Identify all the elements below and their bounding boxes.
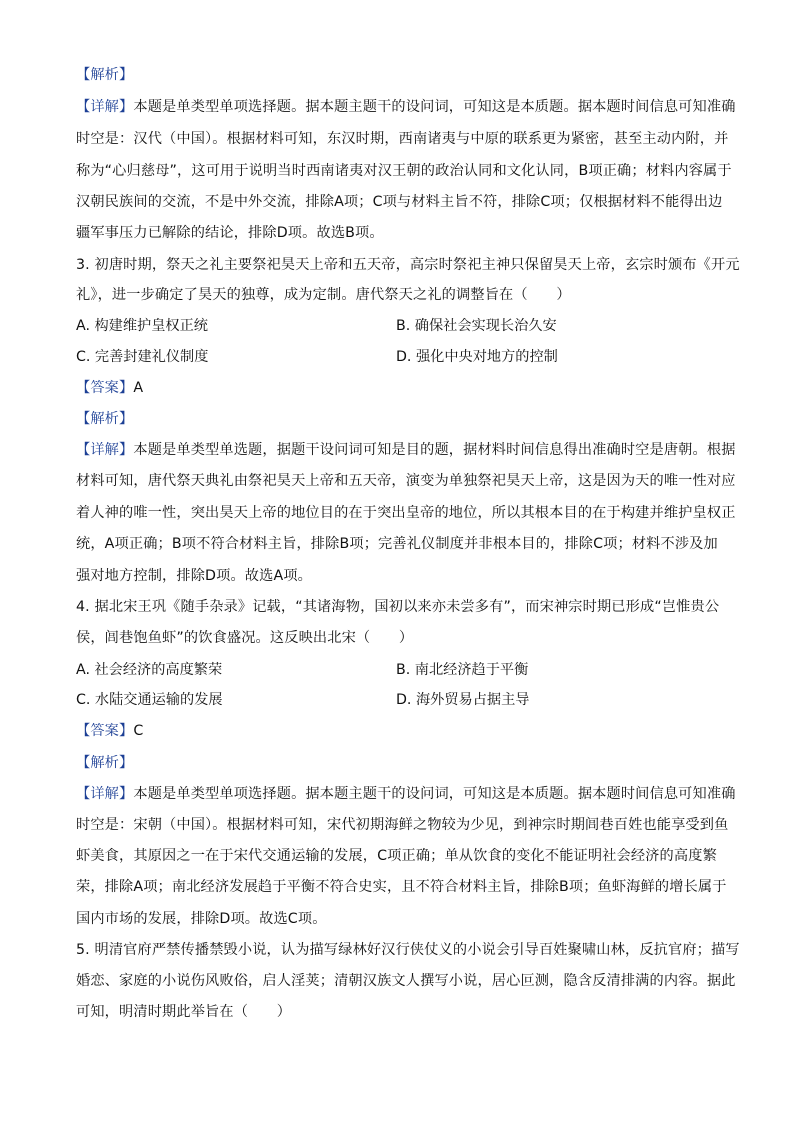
detail-line: 强对地方控制，排除D项。故选A项。 — [76, 568, 312, 584]
detail-line — [76, 439, 736, 461]
detail-line: 称为“心归慈母”，这可用于说明当时西南诸夷对汉王朝的政治认同和文化认同，B项正确；材料内容属于 — [76, 163, 732, 179]
detail-line — [76, 783, 736, 805]
answer-value: C — [133, 723, 144, 739]
detail-tag: 【详解】 — [76, 786, 134, 802]
detail-tag: 【详解】 — [76, 99, 134, 115]
question-5-stem: 可知，明清时期此举旨在（ ） — [76, 1004, 292, 1020]
analysis-heading: 【解析】 — [76, 755, 134, 771]
detail-line: 国内市场的发展，排除D项。故选C项。 — [76, 911, 327, 927]
answer-tag: 【答案】 — [76, 723, 134, 739]
question-4-option-c: C. 水陆交通运输的发展 — [76, 692, 223, 708]
detail-line — [76, 96, 736, 118]
detail-line: 汉朝民族间的交流，不是中外交流，排除A项；C项与材料主旨不符，排除C项；仅根据材料不能得出边 — [76, 194, 723, 210]
question-4-stem: 侯，闾巷饱鱼虾”的饮食盛况。这反映出北宋（ ） — [76, 630, 414, 646]
detail-line: 材料可知，唐代祭天典礼由祭祀昊天上帝和五天帝，演变为单独祭祀昊天上帝，这是因为天的唯一性对应 — [76, 473, 736, 489]
detail-line: 荣，排除A项；南北经济发展趋于平衡不符合史实，且不符合材料主旨，排除B项；鱼虾海鲜的增长属于 — [76, 879, 727, 895]
question-4-option-a: A. 社会经济的高度繁荣 — [76, 662, 223, 678]
detail-line: 时空是：宋朝（中国）。根据材料可知，宋代初期海鲜之物较为少见，到神宗时期闾巷百姓也能享受到鱼 — [76, 817, 729, 833]
analysis-heading: 【解析】 — [76, 67, 134, 83]
question-4-answer — [76, 720, 143, 742]
detail-line: 疆军事压力已解除的结论，排除D项。故选B项。 — [76, 225, 384, 241]
question-3-option-b: B. 确保社会实现长治久安 — [396, 318, 557, 334]
detail-tag: 【详解】 — [76, 442, 134, 458]
question-3-option-d: D. 强化中央对地方的控制 — [396, 349, 558, 365]
detail-line: 时空是：汉代（中国）。根据材料可知，东汉时期，西南诸夷与中原的联系更为紧密，甚至主动内附，并 — [76, 131, 729, 147]
question-3-stem: 礼》，进一步确定了昊天的独尊，成为定制。唐代祭天之礼的调整旨在（ ） — [76, 287, 571, 303]
detail-line: 统，A项正确；B项不符合材料主旨，排除B项；完善礼仪制度并非根本目的，排除C项；材料不涉及加 — [76, 536, 718, 552]
detail-text: 本题是单类型单选题，据题干设问词可知是目的题，据材料时间信息得出准确时空是唐朝。根据 — [133, 442, 736, 458]
question-4-stem: 4. 据北宋王巩《随手杂录》记载，“其诸海物，国初以来亦未尝多有”，而宋神宗时期已形成“岂惟贵公 — [76, 599, 720, 615]
detail-text: 本题是单类型单项选择题。据本题主题干的设问词，可知这是本质题。据本题时间信息可知准确 — [133, 99, 736, 115]
question-3-stem: 3. 初唐时期，祭天之礼主要祭祀昊天上帝和五天帝，高宗时祭祀主神只保留昊天上帝，玄宗时颁布《开元 — [76, 257, 740, 273]
question-5-stem: 5. 明清官府严禁传播禁毁小说，认为描写绿林好汉行侠仗义的小说会引导百姓聚啸山林，反抗官府；描写 — [76, 942, 740, 958]
detail-line: 虾美食，其原因之一在于宋代交通运输的发展，C项正确；单从饮食的变化不能证明社会经济的高度繁 — [76, 848, 717, 864]
question-3-option-a: A. 构建维护皇权正统 — [76, 318, 208, 334]
question-5-stem: 婚恋、家庭的小说伤风败俗，启人淫荚；清朝汉族文人撰写小说，居心叵测，隐含反清排满的内容。据此 — [76, 973, 736, 989]
question-4-option-b: B. 南北经济趋于平衡 — [396, 662, 529, 678]
answer-tag: 【答案】 — [76, 380, 134, 396]
question-3-answer — [76, 377, 143, 399]
question-3-option-c: C. 完善封建礼仪制度 — [76, 349, 209, 365]
answer-value: A — [133, 380, 144, 396]
question-4-option-d: D. 海外贸易占据主导 — [396, 692, 530, 708]
detail-text: 本题是单类型单项选择题。据本题主题干的设问词，可知这是本质题。据本题时间信息可知准确 — [133, 786, 736, 802]
detail-line: 着人神的唯一性，突出昊天上帝的地位目的在于突出皇帝的地位，所以其根本目的在于构建并维护皇权正 — [76, 505, 736, 521]
analysis-heading: 【解析】 — [76, 411, 134, 427]
